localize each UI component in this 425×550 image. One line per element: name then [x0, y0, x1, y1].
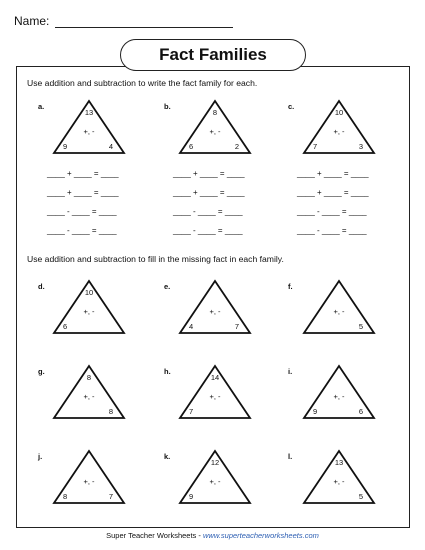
problem-letter: c. [288, 102, 295, 111]
equation-line-minus[interactable]: ____ - ____ = ____ [47, 207, 117, 216]
top-number: 12 [210, 458, 220, 467]
problem-letter: f. [288, 282, 293, 291]
equation-line-minus[interactable]: ____ - ____ = ____ [297, 207, 367, 216]
operations-label: +, - [209, 307, 221, 316]
top-number: 13 [84, 108, 94, 117]
equation-line-plus[interactable]: ____ + ____ = ____ [47, 188, 119, 197]
footer-text: Super Teacher Worksheets - [106, 531, 203, 540]
operations-label: +, - [333, 307, 345, 316]
left-number: 8 [63, 492, 68, 501]
problem-letter: k. [164, 452, 171, 461]
left-number: 9 [63, 142, 68, 151]
equation-line-plus[interactable]: ____ + ____ = ____ [173, 188, 245, 197]
right-number: 8 [108, 407, 113, 416]
instruction-2: Use addition and subtraction to fill in the missing fact in each family. [27, 254, 284, 264]
problem-letter: b. [164, 102, 171, 111]
page-title: Fact Families [120, 39, 306, 71]
equation-line-minus[interactable]: ____ - ____ = ____ [173, 207, 243, 216]
top-number: 13 [334, 458, 344, 467]
right-number: 7 [234, 322, 239, 331]
operations-label: +, - [209, 477, 221, 486]
operations-label: +, - [333, 477, 345, 486]
equation-line-minus[interactable]: ____ - ____ = ____ [297, 226, 367, 235]
operations-label: +, - [333, 392, 345, 401]
top-number: 10 [84, 288, 94, 297]
fact-triangle [53, 365, 125, 419]
equation-line-plus[interactable]: ____ + ____ = ____ [47, 169, 119, 178]
left-number: 4 [189, 322, 194, 331]
problem-letter: i. [288, 367, 293, 376]
left-number: 9 [313, 407, 318, 416]
right-number: 5 [358, 492, 363, 501]
right-number: 3 [358, 142, 363, 151]
equation-line-minus[interactable]: ____ - ____ = ____ [173, 226, 243, 235]
fact-triangle [303, 280, 375, 334]
problem-letter: l. [288, 452, 293, 461]
right-number: 5 [358, 322, 363, 331]
operations-label: +, - [333, 127, 345, 136]
left-number: 7 [313, 142, 318, 151]
equation-line-plus[interactable]: ____ + ____ = ____ [173, 169, 245, 178]
operations-label: +, - [83, 127, 95, 136]
equation-line-minus[interactable]: ____ - ____ = ____ [47, 226, 117, 235]
problem-letter: e. [164, 282, 171, 291]
name-line [55, 27, 233, 28]
footer-url: www.superteacherworksheets.com [202, 531, 319, 540]
operations-label: +, - [209, 392, 221, 401]
instruction-1: Use addition and subtraction to write the fact family for each. [27, 78, 258, 88]
equation-line-plus[interactable]: ____ + ____ = ____ [297, 169, 369, 178]
name-label: Name: [14, 14, 50, 28]
footer [0, 531, 425, 540]
right-number: 7 [108, 492, 113, 501]
left-number: 9 [189, 492, 194, 501]
top-number: 8 [212, 108, 218, 117]
top-number: 10 [334, 108, 344, 117]
operations-label: +, - [209, 127, 221, 136]
fact-triangle [53, 450, 125, 504]
operations-label: +, - [83, 392, 95, 401]
operations-label: +, - [83, 307, 95, 316]
top-number: 8 [86, 373, 92, 382]
right-number: 2 [234, 142, 239, 151]
operations-label: +, - [83, 477, 95, 486]
right-number: 6 [358, 407, 363, 416]
top-number: 14 [210, 373, 220, 382]
fact-triangle [303, 365, 375, 419]
right-number: 4 [108, 142, 113, 151]
problem-letter: d. [38, 282, 45, 291]
equation-line-plus[interactable]: ____ + ____ = ____ [297, 188, 369, 197]
fact-triangle [303, 450, 375, 504]
left-number: 7 [189, 407, 194, 416]
fact-triangle [53, 100, 125, 154]
fact-triangle [179, 100, 251, 154]
problem-letter: g. [38, 367, 45, 376]
left-number: 6 [63, 322, 68, 331]
fact-triangle [179, 450, 251, 504]
problem-letter: j. [38, 452, 43, 461]
left-number: 6 [189, 142, 194, 151]
problem-letter: a. [38, 102, 45, 111]
fact-triangle [179, 365, 251, 419]
fact-triangle [303, 100, 375, 154]
fact-triangle [179, 280, 251, 334]
fact-triangle [53, 280, 125, 334]
problem-letter: h. [164, 367, 171, 376]
